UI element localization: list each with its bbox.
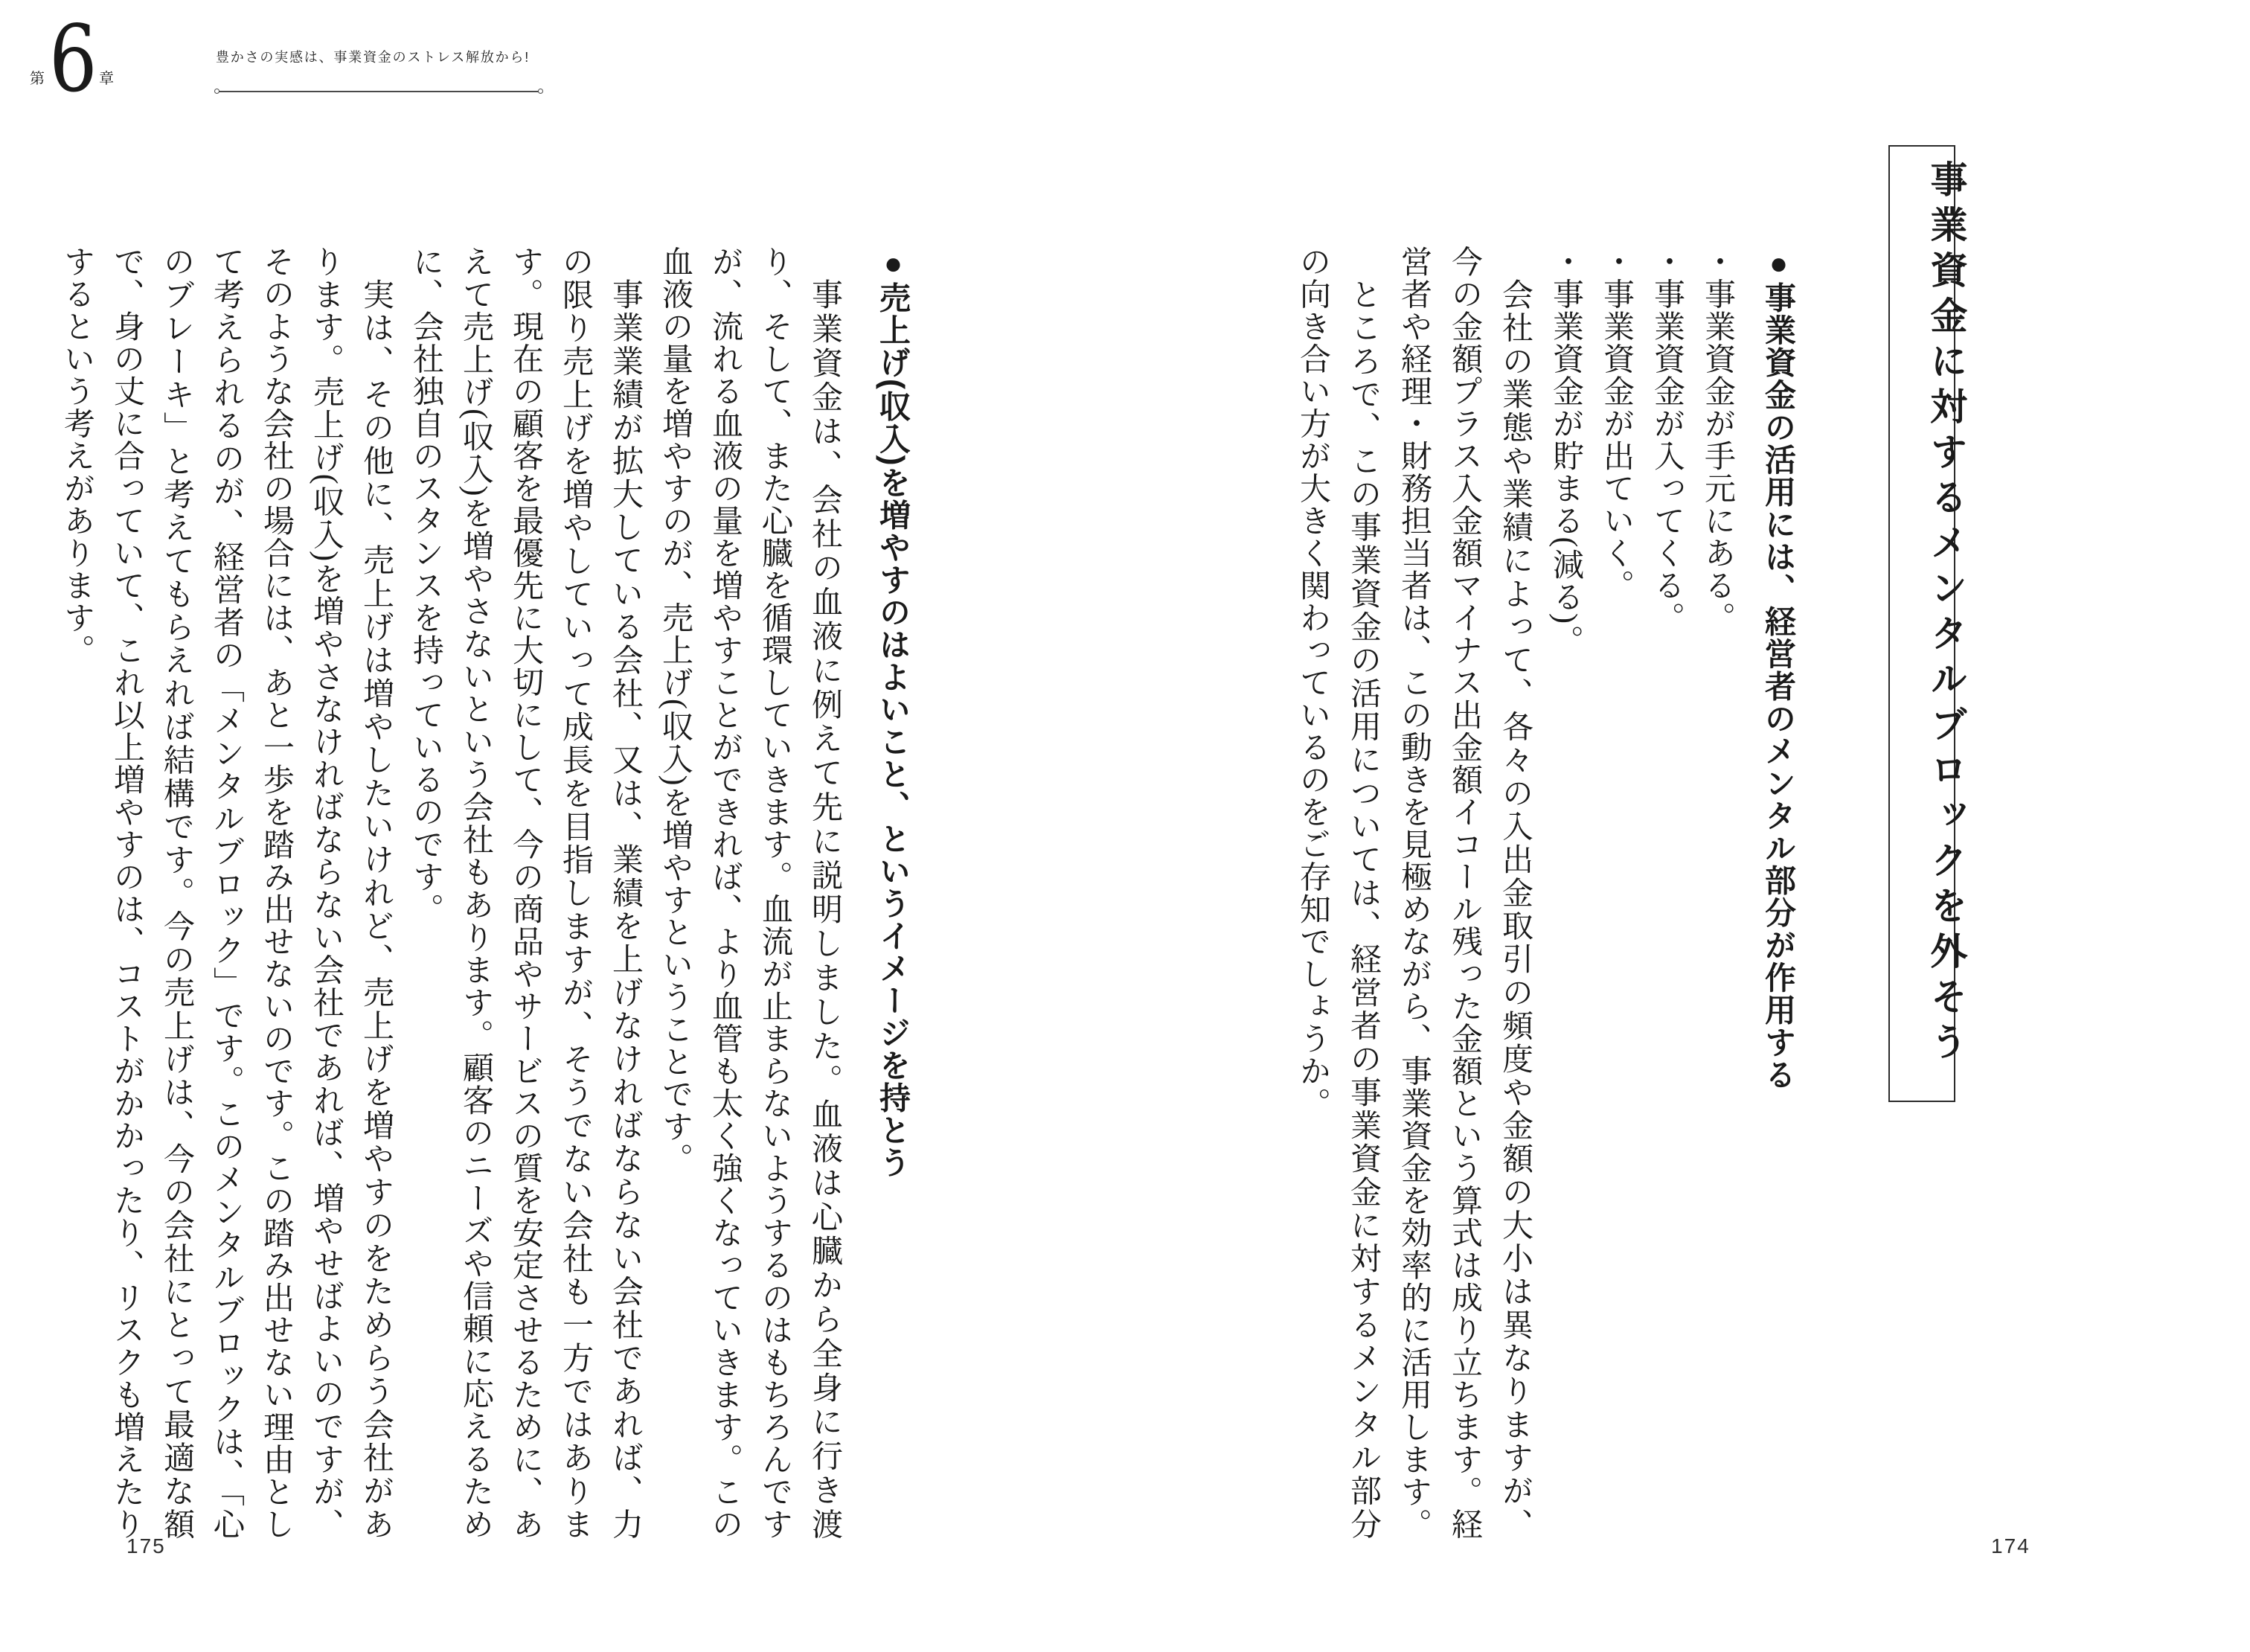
page-number-174: 174 <box>1991 1534 2031 1557</box>
page-175-text-block <box>62 246 918 1540</box>
bullet-item-4: ・事業資金が貯まる(減る)。 <box>1548 246 1583 657</box>
running-head-title: 豊かさの実感は、事業資金のストレス解放から! <box>216 50 531 65</box>
paragraph: ところで、この事業資金の活用については、経営者の事業資金に対するメンタル部分の向き合い方が大きく関わっているのをご存知でしょうか。 <box>1295 246 1380 1541</box>
bullet-item-3: ・事業資金が出ていく。 <box>1599 246 1633 602</box>
paragraph: 事業業績が拡大している会社、又は、業績を上げなければならない会社であれば、力の限り売上げを増やしていって成長を目指しますが、そうでない会社も一方ではあります。現在の顧客を最優先に大切にして、今の商品やサービスの質を安定させるために、あえて売上げ(収入)を増やさないという会社もあります。顧客のニーズや信頼に応えるために、会社独自のスタンスを持っているのです。 <box>408 246 642 1540</box>
running-head-rule <box>217 91 540 92</box>
page-number-175: 175 <box>126 1534 166 1557</box>
page-174-text-block <box>1190 246 1804 1540</box>
paragraph: 実は、その他に、売上げは増やしたいけれど、売上げを増やすのをためらう会社があります。売上げ(収入)を増やさなければならない会社であれば、増やせばよいのですが、そのような会社の場合には、あと一歩を踏み出せないのです。この踏み出せない理由として考えられるのが、経営者の「メンタルブロック」です。このメンタルブロックは、「心のブレーキ」と考えてもらえれば結構です。今の売上げは、今の会社にとって最適な額で、身の丈に合っていて、これ以上増やすのは、コストがかかったり、リスクも増えたりするという考えがあります。 <box>60 246 393 1541</box>
bullet-item-2: ・事業資金が入ってくる。 <box>1650 246 1684 634</box>
chapter-title-box <box>1888 145 1967 1102</box>
paragraph: 事業資金は、会社の血液に例えて先に説明しました。血液は心臓から全身に行き渡り、そして、また心臓を循環していきます。血流が止まらないようするのはもちろんですが、流れる血液の量を増やすことができれば、より血管も太く強くなっていきます。この血液の量を増やすのが、売上げ(収入)を増やすということです。 <box>658 246 842 1540</box>
chapter-suffix-label: 章 <box>99 71 114 87</box>
paragraph: 会社の業態や業績によって、各々の入出金取引の頻度や金額の大小は異なりますが、今の金額プラス入金額マイナス出金額イコール残った金額という算式は成り立ちます。経営者や経理・財務担当者は、この動きを見極めながら、事業資金を効率的に活用します。 <box>1397 246 1532 1540</box>
chapter-title: 事業資金に対するメンタルブロックを外そう <box>1925 160 1967 1068</box>
section-heading-174: ●事業資金の活用には、経営者のメンタル部分が作用する <box>1761 246 1796 1091</box>
section-heading-175: ●売上げ(収入)を増やすのはよいこと、というイメージを持とう <box>876 246 911 1179</box>
chapter-number: 6 <box>49 6 97 113</box>
chapter-prefix-label: 第 <box>30 71 45 87</box>
bullet-item-1: ・事業資金が手元にある。 <box>1700 246 1734 634</box>
